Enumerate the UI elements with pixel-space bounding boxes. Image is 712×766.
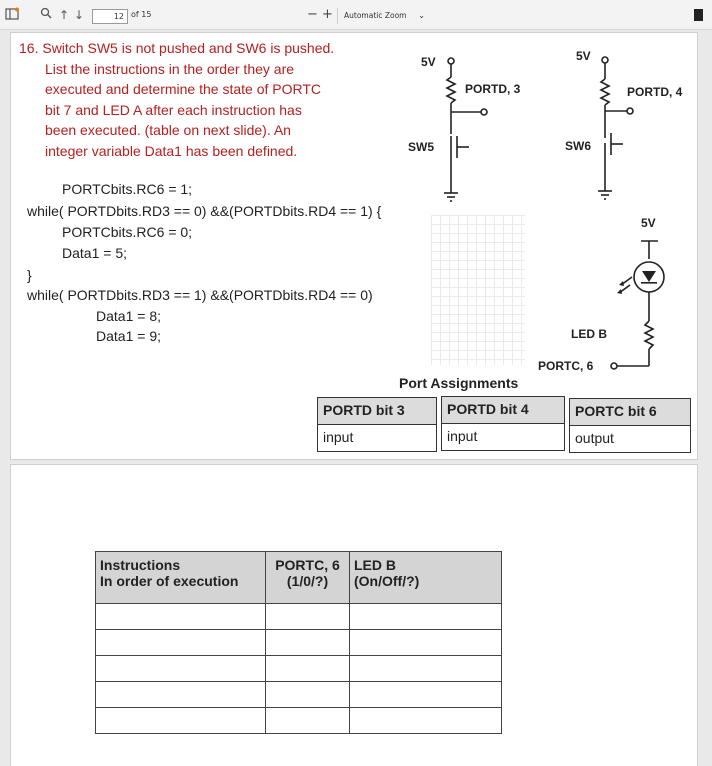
- led-port-label: PORTC, 6: [538, 359, 594, 373]
- ledb-header: [350, 552, 502, 604]
- question-line: bit 7 and LED A after each instruction has: [45, 101, 302, 118]
- port-header: PORTD bit 4: [441, 396, 565, 424]
- header-line: (1/0/?): [286, 573, 329, 589]
- table-cell: [350, 656, 502, 682]
- sidebar-toggle-icon[interactable]: [4, 7, 20, 23]
- table-cell: [96, 682, 266, 708]
- arrow-up-icon[interactable]: ↑: [58, 8, 70, 22]
- zoom-select-value: Automatic Zoom: [344, 11, 407, 20]
- chevron-down-icon: ⌄: [418, 11, 425, 20]
- table-cell: [96, 708, 266, 734]
- table-cell: [266, 656, 350, 682]
- table-cell: [266, 604, 350, 630]
- table-cell: [96, 604, 266, 630]
- port-value: input: [317, 424, 437, 452]
- question-line: been executed. (table on next slide). An: [45, 122, 291, 139]
- code-line: while( PORTDbits.RD3 == 0) &&(PORTDbits.RD4 == 1) {: [27, 203, 382, 219]
- pdf-page-12: [10, 32, 698, 460]
- code-line: Data1 = 8;: [96, 308, 161, 324]
- sw5-label: SW5: [408, 140, 435, 154]
- code-line: PORTCbits.RC6 = 1;: [62, 181, 193, 197]
- code-line: }: [27, 267, 32, 283]
- code-line: Data1 = 9;: [96, 328, 161, 344]
- pdf-toolbar: [0, 0, 712, 30]
- portc-header: [266, 552, 350, 604]
- question-line: List the instructions in the order they are: [45, 60, 295, 77]
- table-header-row: [96, 552, 502, 604]
- table-cell: [350, 682, 502, 708]
- table-cell: [350, 630, 502, 656]
- code-line: while( PORTDbits.RD3 == 1) &&(PORTDbits.RD4 == 0): [27, 287, 373, 303]
- zoom-in-button[interactable]: +: [322, 7, 333, 22]
- arrow-down-icon[interactable]: ↓: [73, 8, 85, 22]
- pdf-page-13: [10, 464, 698, 766]
- search-icon[interactable]: [38, 7, 54, 23]
- header-line: (On/Off/?): [354, 573, 420, 589]
- page-count: of 15: [131, 10, 152, 19]
- tools-icon[interactable]: [694, 9, 703, 21]
- table-row: [96, 630, 502, 656]
- table-row: [96, 708, 502, 734]
- port-header: PORTC bit 6: [569, 398, 691, 426]
- header-line: LED B: [354, 557, 396, 573]
- page-number-input[interactable]: 12: [92, 9, 128, 24]
- header-line: Instructions: [100, 557, 181, 573]
- table-cell: [96, 630, 266, 656]
- zoom-select[interactable]: [337, 8, 427, 24]
- sw6-label: SW6: [565, 139, 592, 153]
- table-cell: [350, 708, 502, 734]
- port-value: output: [569, 425, 691, 453]
- code-line: PORTCbits.RC6 = 0;: [62, 224, 193, 240]
- instructions-header: [96, 552, 266, 604]
- led-supply-label: 5V: [641, 216, 656, 230]
- table-row: [96, 604, 502, 630]
- port-header: PORTD bit 3: [317, 397, 437, 425]
- sw6-supply-label: 5V: [576, 49, 591, 63]
- sw5-port-label: PORTD, 3: [465, 82, 521, 96]
- table-cell: [96, 656, 266, 682]
- sw5-supply-label: 5V: [421, 55, 436, 69]
- code-line: Data1 = 5;: [62, 245, 127, 261]
- table-cell: [266, 630, 350, 656]
- table-cell: [266, 682, 350, 708]
- question-line: 16. Switch SW5 is not pushed and SW6 is pushed.: [19, 40, 335, 56]
- sw6-port-label: PORTD, 4: [627, 85, 683, 99]
- instructions-table: [95, 551, 502, 734]
- header-line: PORTC, 6: [275, 557, 340, 573]
- header-line: In order of execution: [100, 573, 239, 589]
- led-label: LED B: [571, 327, 607, 341]
- port-assignments-title: Port Assignments: [399, 375, 519, 391]
- question-line: executed and determine the state of PORTC: [45, 81, 322, 98]
- table-cell: [350, 604, 502, 630]
- zoom-out-button[interactable]: −: [307, 7, 318, 22]
- question-line: integer variable Data1 has been defined.: [45, 142, 298, 159]
- table-row: [96, 682, 502, 708]
- port-value: input: [441, 423, 565, 451]
- table-row: [96, 656, 502, 682]
- table-cell: [266, 708, 350, 734]
